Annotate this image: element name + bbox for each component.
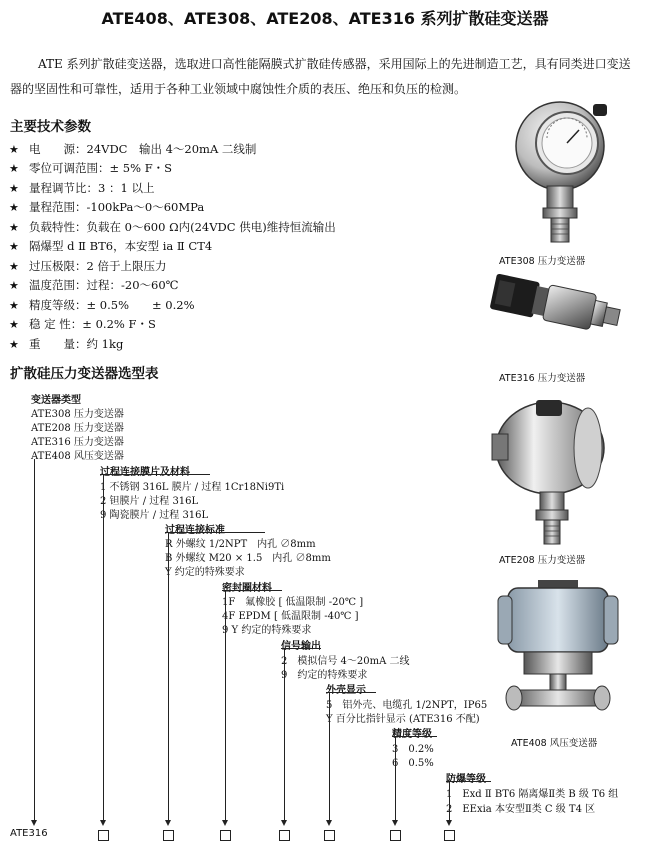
connector-line (103, 474, 104, 823)
spec-item: ★ 隔爆型 d Ⅱ BT6，本安型 ia Ⅱ CT4 (9, 239, 213, 253)
flange-transmitter-icon (494, 578, 624, 730)
arrow-down-icon (326, 820, 332, 826)
connection-item: B 外螺纹 M20 × 1.5 内孔 ∅8mm (165, 553, 331, 564)
connector-line (100, 474, 210, 475)
star-icon: ★ (9, 240, 19, 253)
arrow-down-icon (392, 820, 398, 826)
connector-line (326, 692, 376, 693)
page-title: ATE408、ATE308、ATE208、ATE316 系列扩散硅变送器 (101, 9, 549, 28)
code-box (279, 830, 290, 841)
code-box (390, 830, 401, 841)
connector-line (284, 648, 285, 823)
connector-line (395, 736, 396, 823)
connector-line (222, 590, 282, 591)
product-caption: ATE308 压力变送器 (499, 256, 586, 267)
spec-item: ★ 电 源：24VDC 输出 4～20mA 二线制 (9, 142, 257, 156)
code-box (444, 830, 455, 841)
connector-line (168, 532, 169, 823)
housing-transmitter-icon (482, 398, 622, 546)
arrow-down-icon (281, 820, 287, 826)
star-icon: ★ (9, 182, 19, 195)
seal-heading: 密封圈材料 (222, 583, 272, 594)
spec-item: ★ 温度范围：过程：-20～60℃ (9, 278, 179, 292)
code-box (98, 830, 109, 841)
connector-line (449, 781, 450, 823)
diaphragm-item: 2 钽膜片 / 过程 316L (100, 496, 199, 507)
explosion-item: 2 EExia 本安型Ⅱ类 C 级 T4 区 (446, 804, 596, 815)
gauge-transmitter-icon (485, 98, 625, 248)
arrow-down-icon (31, 820, 37, 826)
spec-item: ★ 量程范围：-100kPa～0～60MPa (9, 200, 205, 214)
diaphragm-item: 9 陶瓷膜片 / 过程 316L (100, 510, 209, 521)
star-icon: ★ (9, 221, 19, 234)
signal-item: 9 约定的特殊要求 (281, 670, 368, 681)
arrow-down-icon (446, 820, 452, 826)
code-box (163, 830, 174, 841)
star-icon: ★ (9, 201, 19, 214)
connector-line (281, 648, 321, 649)
connection-item: R 外螺纹 1/2NPT 内孔 ∅8mm (165, 539, 316, 550)
housing-heading: 外壳显示 (326, 685, 366, 696)
arrow-down-icon (165, 820, 171, 826)
star-icon: ★ (9, 338, 19, 351)
spec-item: ★ 负载特性：负载在 0～600 Ω内(24VDC 供电)维持恒流输出 (9, 220, 336, 234)
accuracy-item: 3 0.2% (392, 744, 434, 755)
connector-line (329, 692, 330, 823)
spec-item: ★ 量程调节比：3 ：1 以上 (9, 181, 155, 195)
star-icon: ★ (9, 143, 19, 156)
spec-item: ★ 重 量：约 1kg (9, 337, 124, 351)
accuracy-heading: 精度等级 (392, 729, 432, 740)
selection-heading: 扩散硅压力变送器选型表 (10, 366, 159, 382)
connector-line (392, 736, 437, 737)
type-item: ATE208 压力变送器 (31, 423, 124, 434)
signal-item: 2 模拟信号 4～20mA 二线 (281, 656, 410, 667)
star-icon: ★ (9, 162, 19, 175)
specs-heading: 主要技术参数 (10, 119, 91, 135)
accuracy-item: 6 0.5% (392, 758, 434, 769)
explosion-item: 1 Exd Ⅱ BT6 隔离爆Ⅱ类 B 级 T6 组 (446, 789, 619, 800)
code-box (220, 830, 231, 841)
product-caption: ATE208 压力变送器 (499, 555, 586, 566)
product-caption: ATE408 风压变送器 (511, 738, 598, 749)
explosion-heading: 防爆等级 (446, 774, 486, 785)
seal-item: 9 Y 约定的特殊要求 (222, 625, 312, 636)
intro-paragraph: ATE 系列扩散硅变送器，选取进口高性能隔膜式扩散硅传感器，采用国际上的先进制造工艺，具有同类进口变送器的坚固性和可靠性，适用于各种工业领域中腐蚀性介质的表压、绝压和负压的检测。 (10, 57, 631, 96)
compact-transmitter-icon (483, 272, 623, 364)
housing-item: Y 百分比指针显示 (ATE316 不配) (326, 714, 480, 725)
star-icon: ★ (9, 279, 19, 292)
code-box (324, 830, 335, 841)
diaphragm-item: 1 不锈钢 316L 膜片 / 过程 1Cr18Ni9Ti (100, 482, 285, 493)
connection-item: Y 约定的特殊要求 (165, 567, 245, 578)
spec-item: ★ 零位可调范围：± 5% F・S (9, 161, 173, 175)
star-icon: ★ (9, 299, 19, 312)
star-icon: ★ (9, 318, 19, 331)
connection-heading: 过程连接标准 (165, 525, 225, 536)
type-item: ATE316 压力变送器 (31, 437, 124, 448)
connector-line (446, 781, 491, 782)
star-icon: ★ (9, 260, 19, 273)
connector-line (165, 532, 265, 533)
connector-line (225, 590, 226, 823)
product-caption: ATE316 压力变送器 (499, 373, 586, 384)
spec-item: ★ 过压极限：2 倍于上限压力 (9, 259, 167, 273)
signal-heading: 信号输出 (281, 641, 321, 652)
spec-item: ★ 稳 定 性：± 0.2% F・S (9, 317, 156, 331)
type-item: ATE408 风压变送器 (31, 451, 124, 462)
arrow-down-icon (100, 820, 106, 826)
arrow-down-icon (222, 820, 228, 826)
connector-line (34, 459, 35, 823)
type-heading: 变送器类型 (31, 395, 81, 406)
housing-item: 5 铝外壳、电缆孔 1/2NPT，IP65 (326, 700, 488, 711)
seal-item: 4F EPDM [ 低温限制 -40℃ ] (222, 611, 359, 622)
diaphragm-heading: 过程连接膜片及材料 (100, 467, 190, 478)
type-item: ATE308 压力变送器 (31, 409, 124, 420)
spec-item: ★ 精度等级：± 0.5% ± 0.2% (9, 298, 195, 312)
code-prefix: ATE316 (10, 828, 48, 839)
seal-item: 1F 氟橡胶 [ 低温限制 -20℃ ] (222, 597, 364, 608)
